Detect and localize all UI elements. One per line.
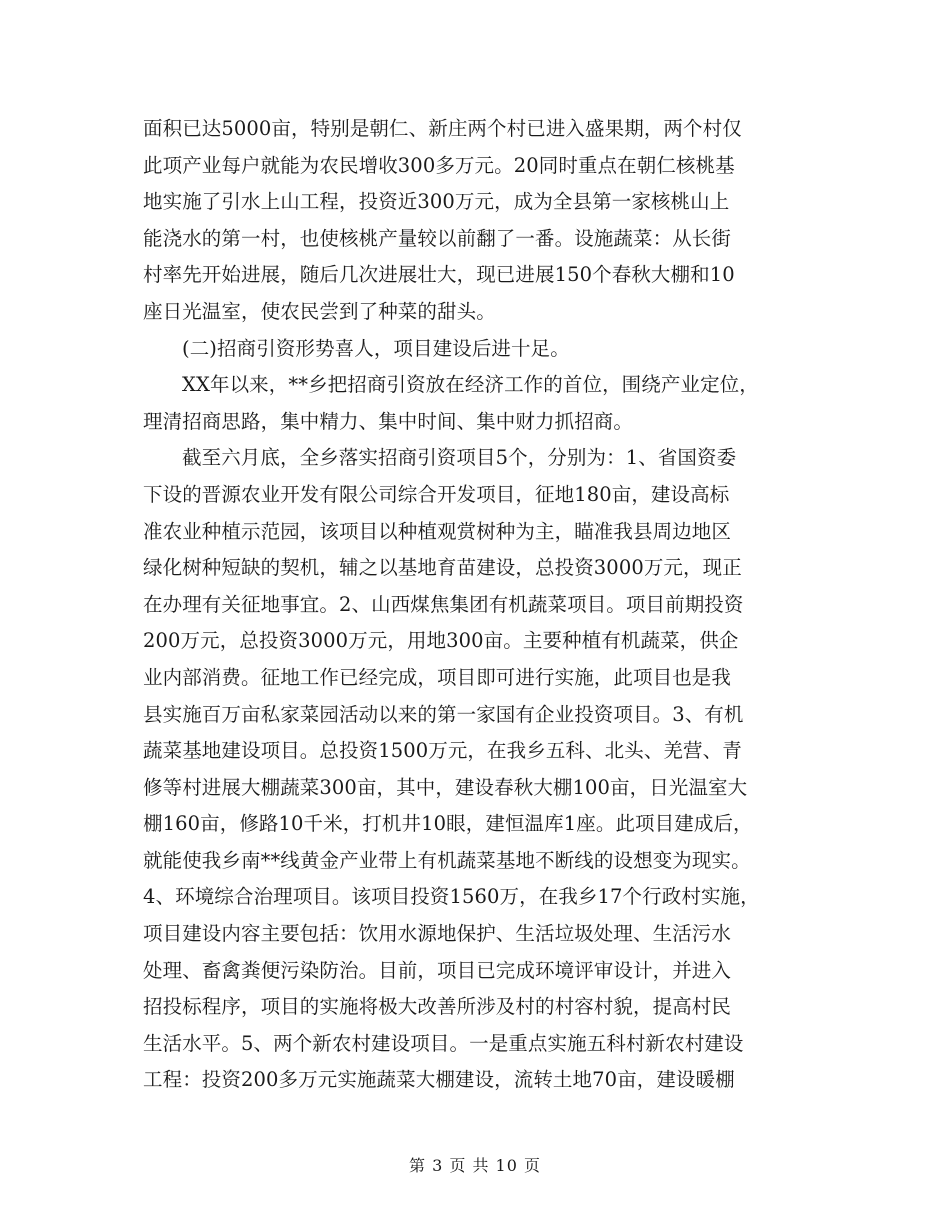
- text-line: 生活水平。5、两个新农村建设项目。一是重点实施五科村新农村建设: [143, 1031, 744, 1055]
- text-line: 地实施了引水上山工程，投资近300万元，成为全县第一家核桃山上: [143, 190, 730, 214]
- text-line: 就能使我乡南**线黄金产业带上有机蔬菜基地不断线的设想变为现实。: [143, 848, 751, 872]
- text-line: 修等村进展大棚蔬菜300亩，其中，建设春秋大棚100亩，日光温室大: [143, 775, 748, 799]
- page-footer: 第 3 页 共 10 页: [409, 1156, 541, 1175]
- text-line: 在办理有关征地事宜。2、山西煤焦集团有机蔬菜项目。项目前期投资: [143, 592, 744, 616]
- text-line: 座日光温室，使农民尝到了种菜的甜头。: [143, 299, 496, 323]
- text-line: 下设的晋源农业开发有限公司综合开发项目，征地180亩，建设高标: [143, 482, 730, 506]
- text-line: (二)招商引资形势喜人，项目建设后进十足。: [182, 336, 570, 360]
- text-line: 蔬菜基地建设项目。总投资1500万元，在我乡五科、北头、羌营、青: [143, 739, 742, 763]
- text-line: 200万元，总投资3000万元，用地300亩。主要种植有机蔬菜，供企: [143, 629, 739, 653]
- text-line: 理清招商思路，集中精力、集中时间、集中财力抓招商。: [143, 409, 634, 433]
- text-line: 业内部消费。征地工作已经完成，项目即可进行实施，此项目也是我: [143, 665, 732, 689]
- text-line: 县实施百万亩私家菜园活动以来的第一家国有企业投资项目。3、有机: [143, 702, 744, 726]
- text-line: 工程：投资200多万元实施蔬菜大棚建设，流转土地70亩，建设暖棚: [143, 1068, 735, 1092]
- text-line: 此项产业每户就能为农民增收300多万元。20同时重点在朝仁核桃基: [143, 153, 735, 177]
- text-line: 项目建设内容主要包括：饮用水源地保护、生活垃圾处理、生活污水: [143, 922, 732, 946]
- text-line: 4、环境综合治理项目。该项目投资1560万，在我乡17个行政村实施，: [143, 885, 760, 909]
- text-line: 棚160亩，修路10千米，打机井10眼，建恒温库1座。此项目建成后，: [143, 812, 753, 836]
- text-line: 准农业种植示范园，该项目以种植观赏树种为主，瞄准我县周边地区: [143, 519, 732, 543]
- text-line: 招投标程序，项目的实施将极大改善所涉及村的村容村貌，提高村民: [143, 995, 732, 1019]
- document-body: [143, 111, 808, 1099]
- text-line: 村率先开始进展，随后几次进展壮大，现已进展150个春秋大棚和10: [143, 263, 735, 287]
- text-line: 绿化树种短缺的契机，辅之以基地育苗建设，总投资3000万元，现正: [143, 556, 742, 580]
- text-line: 截至六月底，全乡落实招商引资项目5个，分别为：1、省国资委: [182, 446, 737, 470]
- text-line: 能浇水的第一村，也使核桃产量较以前翻了一番。设施蔬菜：从长街: [143, 226, 732, 250]
- text-line: XX年以来，**乡把招商引资放在经济工作的首位，围绕产业定位，: [182, 373, 759, 397]
- text-line: 处理、畜禽粪便污染防治。目前，项目已完成环境评审设计，并进入: [143, 958, 732, 982]
- text-line: 面积已达5000亩，特别是朝仁、新庄两个村已进入盛果期，两个村仅: [143, 117, 742, 140]
